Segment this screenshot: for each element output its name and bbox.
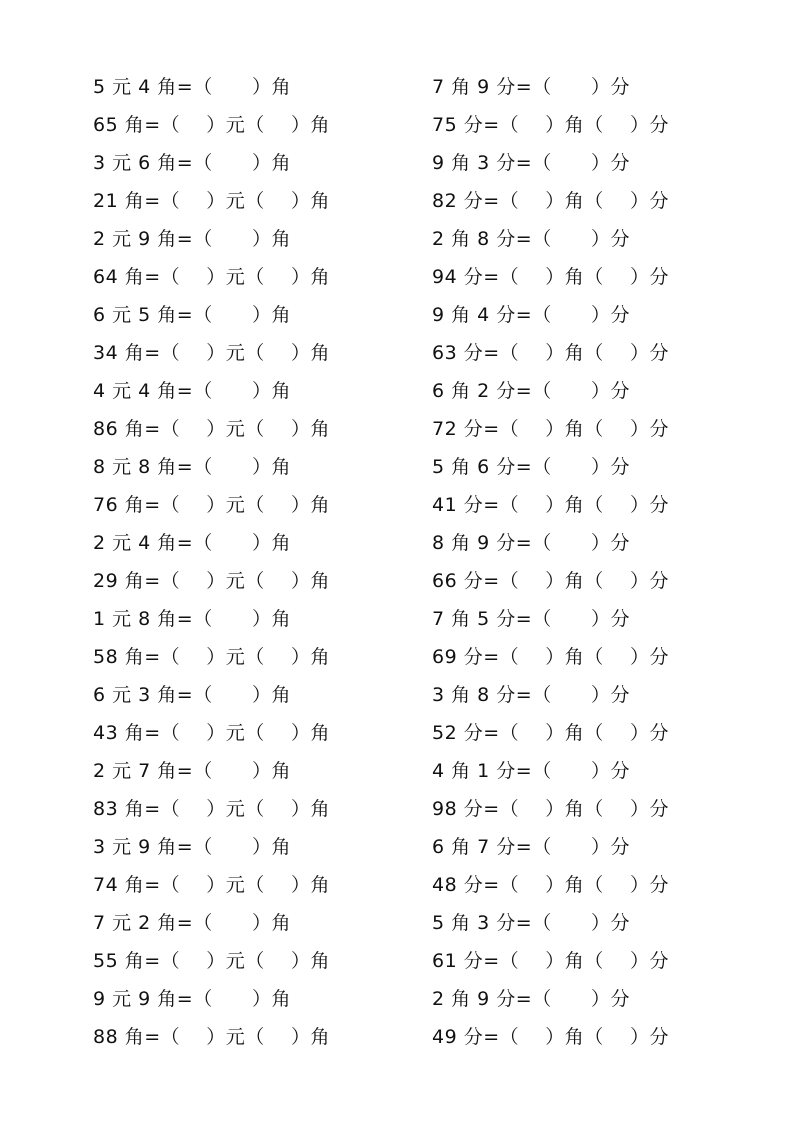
problem-row	[0, 866, 793, 904]
problem-row	[0, 600, 793, 638]
yuan-jiao-problem: 34 角=（ ）元（ ）角	[93, 342, 330, 364]
jiao-fen-problem: 94 分=（ ）角（ ）分	[432, 266, 669, 288]
yuan-jiao-problem: 64 角=（ ）元（ ）角	[93, 266, 330, 288]
jiao-fen-problem: 49 分=（ ）角（ ）分	[432, 1026, 669, 1048]
yuan-jiao-problem: 8 元 8 角=（ ）角	[93, 456, 291, 478]
jiao-fen-problem: 69 分=（ ）角（ ）分	[432, 646, 669, 668]
jiao-fen-problem: 41 分=（ ）角（ ）分	[432, 494, 669, 516]
jiao-fen-problem: 61 分=（ ）角（ ）分	[432, 950, 669, 972]
yuan-jiao-problem: 65 角=（ ）元（ ）角	[93, 114, 330, 136]
jiao-fen-problem: 66 分=（ ）角（ ）分	[432, 570, 669, 592]
yuan-jiao-problem: 6 元 3 角=（ ）角	[93, 684, 291, 706]
yuan-jiao-problem: 6 元 5 角=（ ）角	[93, 304, 291, 326]
jiao-fen-problem: 52 分=（ ）角（ ）分	[432, 722, 669, 744]
yuan-jiao-problem: 4 元 4 角=（ ）角	[93, 380, 291, 402]
jiao-fen-problem: 5 角 6 分=（ ）分	[432, 456, 630, 478]
problem-row	[0, 68, 793, 106]
problem-row	[0, 828, 793, 866]
problem-row	[0, 638, 793, 676]
yuan-jiao-problem: 21 角=（ ）元（ ）角	[93, 190, 330, 212]
problem-row	[0, 334, 793, 372]
problem-row	[0, 296, 793, 334]
yuan-jiao-problem: 2 元 9 角=（ ）角	[93, 228, 291, 250]
yuan-jiao-problem: 5 元 4 角=（ ）角	[93, 76, 291, 98]
yuan-jiao-problem: 3 元 9 角=（ ）角	[93, 836, 291, 858]
jiao-fen-problem: 7 角 9 分=（ ）分	[432, 76, 630, 98]
problem-row	[0, 486, 793, 524]
jiao-fen-problem: 9 角 4 分=（ ）分	[432, 304, 630, 326]
jiao-fen-problem: 2 角 8 分=（ ）分	[432, 228, 630, 250]
problem-row	[0, 448, 793, 486]
jiao-fen-problem: 3 角 8 分=（ ）分	[432, 684, 630, 706]
problem-row	[0, 904, 793, 942]
problem-row	[0, 790, 793, 828]
yuan-jiao-problem: 9 元 9 角=（ ）角	[93, 988, 291, 1010]
problem-row	[0, 106, 793, 144]
problem-row	[0, 1018, 793, 1056]
jiao-fen-problem: 48 分=（ ）角（ ）分	[432, 874, 669, 896]
jiao-fen-problem: 6 角 7 分=（ ）分	[432, 836, 630, 858]
yuan-jiao-problem: 7 元 2 角=（ ）角	[93, 912, 291, 934]
yuan-jiao-problem: 29 角=（ ）元（ ）角	[93, 570, 330, 592]
yuan-jiao-problem: 76 角=（ ）元（ ）角	[93, 494, 330, 516]
problem-row	[0, 410, 793, 448]
worksheet	[0, 68, 793, 1056]
jiao-fen-problem: 75 分=（ ）角（ ）分	[432, 114, 669, 136]
problem-row	[0, 182, 793, 220]
yuan-jiao-problem: 83 角=（ ）元（ ）角	[93, 798, 330, 820]
problem-row	[0, 220, 793, 258]
yuan-jiao-problem: 58 角=（ ）元（ ）角	[93, 646, 330, 668]
jiao-fen-problem: 98 分=（ ）角（ ）分	[432, 798, 669, 820]
problem-row	[0, 714, 793, 752]
problem-row	[0, 980, 793, 1018]
yuan-jiao-problem: 74 角=（ ）元（ ）角	[93, 874, 330, 896]
yuan-jiao-problem: 43 角=（ ）元（ ）角	[93, 722, 330, 744]
yuan-jiao-problem: 88 角=（ ）元（ ）角	[93, 1026, 330, 1048]
jiao-fen-problem: 63 分=（ ）角（ ）分	[432, 342, 669, 364]
jiao-fen-problem: 9 角 3 分=（ ）分	[432, 152, 630, 174]
problem-row	[0, 258, 793, 296]
yuan-jiao-problem: 2 元 4 角=（ ）角	[93, 532, 291, 554]
problem-row	[0, 752, 793, 790]
jiao-fen-problem: 8 角 9 分=（ ）分	[432, 532, 630, 554]
jiao-fen-problem: 6 角 2 分=（ ）分	[432, 380, 630, 402]
problem-row	[0, 942, 793, 980]
jiao-fen-problem: 5 角 3 分=（ ）分	[432, 912, 630, 934]
jiao-fen-problem: 72 分=（ ）角（ ）分	[432, 418, 669, 440]
yuan-jiao-problem: 1 元 8 角=（ ）角	[93, 608, 291, 630]
problem-row	[0, 372, 793, 410]
jiao-fen-problem: 4 角 1 分=（ ）分	[432, 760, 630, 782]
yuan-jiao-problem: 86 角=（ ）元（ ）角	[93, 418, 330, 440]
jiao-fen-problem: 7 角 5 分=（ ）分	[432, 608, 630, 630]
problem-row	[0, 144, 793, 182]
problem-row	[0, 524, 793, 562]
problem-row	[0, 562, 793, 600]
jiao-fen-problem: 82 分=（ ）角（ ）分	[432, 190, 669, 212]
yuan-jiao-problem: 3 元 6 角=（ ）角	[93, 152, 291, 174]
problem-row	[0, 676, 793, 714]
yuan-jiao-problem: 2 元 7 角=（ ）角	[93, 760, 291, 782]
yuan-jiao-problem: 55 角=（ ）元（ ）角	[93, 950, 330, 972]
jiao-fen-problem: 2 角 9 分=（ ）分	[432, 988, 630, 1010]
